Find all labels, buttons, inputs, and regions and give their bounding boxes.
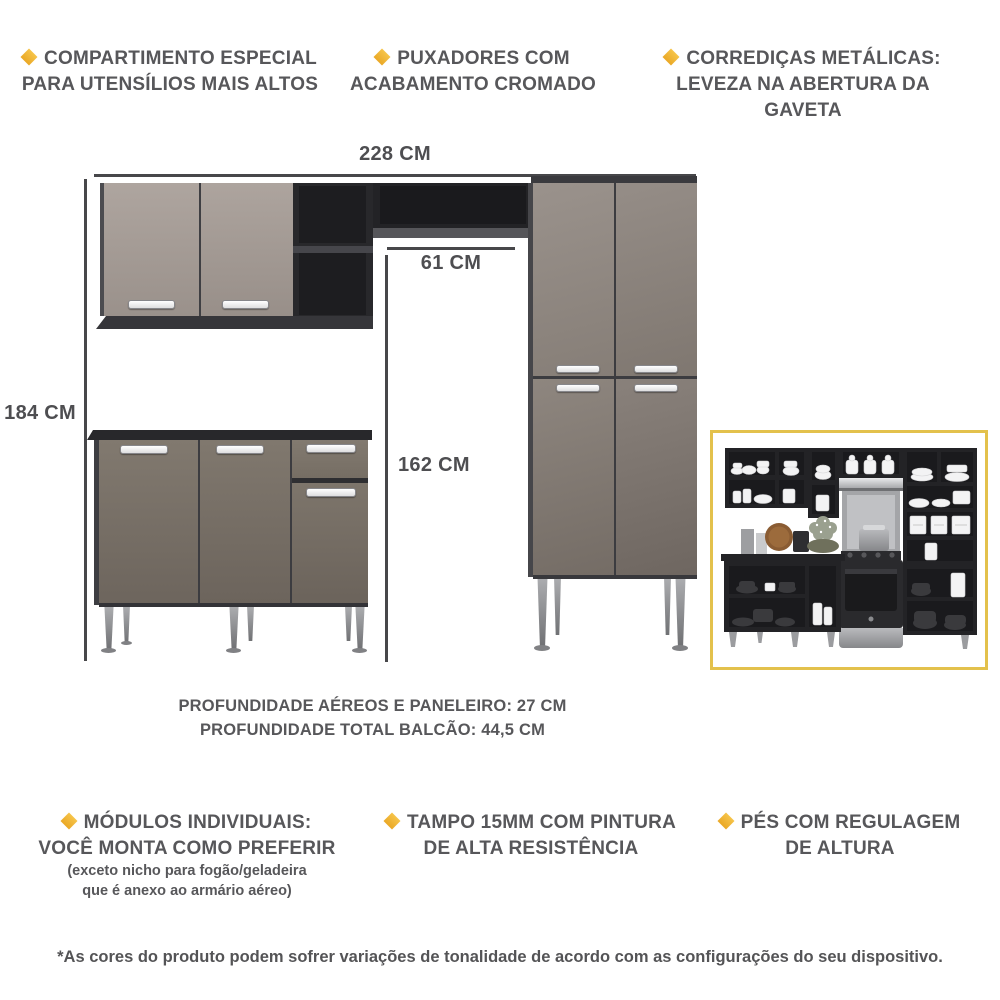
tall-door-bottom-right xyxy=(616,379,697,577)
feature-text: CORREDIÇAS METÁLICAS: xyxy=(686,48,941,69)
niche-interior xyxy=(380,186,526,224)
feature-text: PÉS COM REGULAGEM xyxy=(740,812,961,833)
shelf-compartment xyxy=(299,253,366,315)
feature-modulos xyxy=(28,810,346,901)
tall-door-top-left xyxy=(533,183,614,376)
dim-paneleiro-label: 162 CM xyxy=(398,454,470,476)
leg-foot xyxy=(352,648,367,653)
feature-line1 xyxy=(704,810,976,836)
wall-open-shelf xyxy=(293,183,373,318)
feature-text: MÓDULOS INDIVIDUAIS: xyxy=(83,812,312,833)
tall-door-handle xyxy=(556,365,600,373)
shelf-board xyxy=(293,246,373,253)
base-door-right xyxy=(292,483,368,605)
dim-niche-label: 61 CM xyxy=(420,252,482,274)
niche-bottom-board xyxy=(373,228,533,238)
base-door-handle xyxy=(306,488,356,497)
cabinet-leg xyxy=(553,579,562,635)
feature-text: PUXADORES COM xyxy=(397,48,570,69)
wall-cabinet-bottom-panel xyxy=(96,316,373,329)
product-photo-inset xyxy=(710,430,988,670)
feature-text: DE ALTA RESISTÊNCIA xyxy=(423,838,639,859)
base-cabinet-countertop xyxy=(87,430,372,440)
leg-foot xyxy=(121,641,132,645)
cabinet-leg xyxy=(344,607,353,641)
diamond-icon xyxy=(384,813,401,830)
base-door-left xyxy=(99,440,198,605)
tall-door-top-right xyxy=(616,183,697,376)
feature-text: TAMPO 15MM COM PINTURA xyxy=(407,812,676,833)
feature-line1 xyxy=(28,810,346,836)
diamond-icon xyxy=(374,49,391,66)
base-door-handle xyxy=(216,445,264,454)
niche-shelf xyxy=(373,183,533,231)
dim-niche-line xyxy=(387,247,515,250)
leg-foot xyxy=(534,645,550,651)
feature-pes xyxy=(704,810,976,862)
feature-puxadores xyxy=(343,46,603,98)
diamond-icon xyxy=(717,813,734,830)
cabinet-leg xyxy=(536,579,549,646)
cabinet-leg xyxy=(103,607,115,649)
feature-text: PARA UTENSÍLIOS MAIS ALTOS xyxy=(21,74,319,95)
wall-door-handle xyxy=(128,300,175,309)
depth-line1: PROFUNDIDADE AÉREOS E PANELEIRO: 27 CM xyxy=(178,697,567,715)
base-cabinet-bottom-edge xyxy=(99,603,368,607)
cabinet-leg xyxy=(122,607,131,643)
base-door-handle xyxy=(120,445,168,454)
feature-text: DE ALTURA xyxy=(785,838,895,859)
diamond-icon xyxy=(60,813,77,830)
wall-cabinet-door-right xyxy=(201,183,293,316)
tall-door-bottom-left xyxy=(533,379,614,577)
tall-door-handle xyxy=(556,384,600,392)
feature-compartimento xyxy=(15,46,325,98)
depth-line2: PROFUNDIDADE TOTAL BALCÃO: 44,5 CM xyxy=(199,721,546,739)
cabinet-leg xyxy=(246,607,255,641)
feature-text: COMPARTIMENTO ESPECIAL xyxy=(44,48,317,69)
feature-tampo xyxy=(371,810,691,862)
color-disclaimer: *As cores do produto podem sofrer variações de tonalidade de acordo com as configurações do seu dispositivo. xyxy=(57,948,943,966)
kitchen-inset-photo xyxy=(713,433,985,667)
cabinet-leg xyxy=(663,579,672,635)
leg-foot xyxy=(101,648,116,653)
feature-note: (exceto nicho para fogão/geladeira xyxy=(67,863,307,879)
diamond-icon xyxy=(21,49,38,66)
feature-corredicas xyxy=(638,46,968,124)
tall-door-handle xyxy=(634,384,678,392)
cabinet-leg xyxy=(674,579,687,646)
feature-text: VOCÊ MONTA COMO PREFERIR xyxy=(38,838,336,859)
dim-height-label: 184 CM xyxy=(4,402,76,424)
feature-line1 xyxy=(371,810,691,836)
base-cabinet xyxy=(99,440,368,605)
feature-text: LEVEZA NA ABERTURA DA GAVETA xyxy=(676,74,930,121)
depth-notes xyxy=(110,694,635,742)
feature-line1 xyxy=(638,46,968,72)
dim-paneleiro-line xyxy=(385,255,388,662)
cabinet-leg xyxy=(228,607,240,649)
feature-line1 xyxy=(343,46,603,72)
feature-note: que é anexo ao armário aéreo) xyxy=(82,882,292,899)
tall-cabinet-top-panel xyxy=(531,176,697,183)
tall-cabinet xyxy=(533,183,697,577)
wall-cabinet-door-left xyxy=(104,183,201,316)
leg-foot xyxy=(226,648,241,653)
feature-line1 xyxy=(15,46,325,72)
feature-text: ACABAMENTO CROMADO xyxy=(349,74,597,95)
dim-height-line xyxy=(84,179,87,661)
dim-width-label: 228 CM xyxy=(359,143,431,165)
leg-foot xyxy=(672,645,688,651)
tall-cabinet-bottom-edge xyxy=(533,575,697,579)
wall-door-handle xyxy=(222,300,269,309)
base-door-middle xyxy=(200,440,290,605)
tall-door-handle xyxy=(634,365,678,373)
base-drawer-handle xyxy=(306,444,356,453)
diamond-icon xyxy=(663,49,680,66)
cabinet-leg xyxy=(354,607,366,649)
shelf-compartment xyxy=(299,186,366,243)
